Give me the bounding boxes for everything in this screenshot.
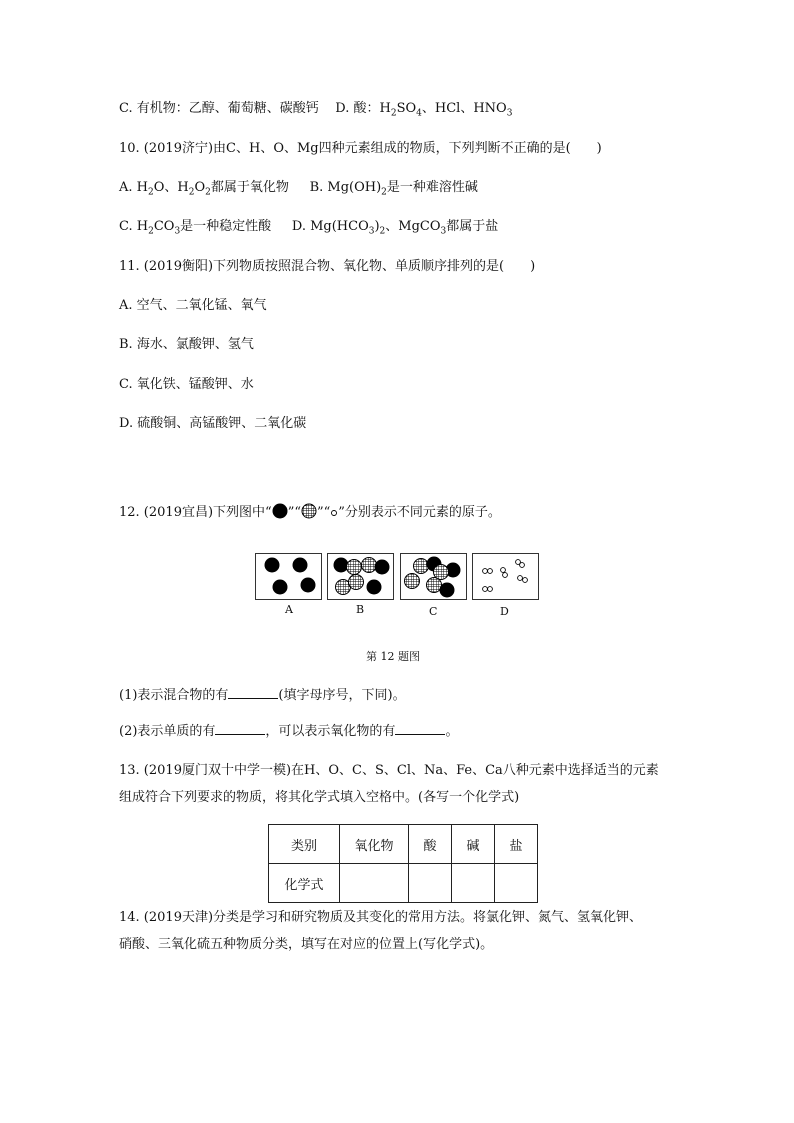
q11-option-b: B. 海水、氯酸钾、氢气 — [119, 337, 254, 352]
q9-options-line — [119, 101, 512, 117]
q10-stem: 10. (2019济宁)由C、H、O、Mg四种元素组成的物质，下列判断不正确的是( ) — [119, 141, 602, 156]
figure-c-particles — [401, 554, 466, 599]
q12-part2: (2)表示单质的有 ，可以表示氧化物的有 。 — [119, 724, 459, 739]
table-header-row — [269, 825, 538, 864]
q11-option-d: D. 硫酸铜、高锰酸钾、二氧化碳 — [119, 416, 307, 431]
q12-part2-blank-element[interactable] — [215, 723, 265, 735]
hatched-atom-icon — [301, 503, 317, 519]
q10-option-c: C. $H_2CO_3$是一种稳定性酸 — [119, 219, 272, 237]
q12-part2-blank-oxide[interactable] — [395, 723, 445, 735]
figure-d-particles — [473, 554, 538, 599]
q13-stem-line1: 13. (2019厦门双十中学一模)在H、O、C、S、Cl、Na、Fe、Ca八种元素中选择适当的元素 — [119, 763, 659, 778]
table-header-acid: 酸 — [409, 825, 452, 864]
acid-answer-cell[interactable] — [409, 864, 452, 903]
black-atom-icon — [272, 503, 288, 519]
q10-options-cd — [119, 219, 498, 235]
figure-label-c: C — [429, 605, 438, 618]
table-header-oxide: 氧化物 — [340, 825, 409, 864]
q13-stem-line2: 组成符合下列要求的物质，将其化学式填入空格中。(各写一个化学式) — [119, 790, 520, 805]
oxide-answer-cell[interactable] — [340, 864, 409, 903]
figure-label-d: D — [500, 605, 509, 618]
salt-answer-cell[interactable] — [495, 864, 538, 903]
table-row-label: 化学式 — [269, 864, 340, 903]
figure-label-a: A — [285, 603, 293, 616]
base-answer-cell[interactable] — [452, 864, 495, 903]
figure-a-particles — [256, 554, 321, 599]
figure-a-box — [255, 553, 322, 600]
q14-stem-line2: 硝酸、三氧化硫五种物质分类，填写在对应的位置上(写化学式)。 — [119, 937, 494, 952]
q14-stem-line1: 14. (2019天津)分类是学习和研究物质及其变化的常用方法。将氯化钾、氮气、氢氧化钾、 — [119, 910, 643, 925]
q10-options-ab — [119, 180, 478, 196]
figure-c-box — [400, 553, 467, 600]
table-row — [269, 864, 538, 903]
q11-stem: 11. (2019衡阳)下列物质按照混合物、氧化物、单质顺序排列的是( ) — [119, 259, 536, 274]
chemical-formula-table — [268, 824, 538, 903]
q11-option-a: A. 空气、二氧化锰、氧气 — [119, 298, 267, 313]
q10-option-d: D. $Mg(HCO_3)_2$、MgCO$_3$都属于盐 — [291, 219, 499, 237]
q12-stem: 12. (2019宜昌)下列图中“ ”“ ”“ ”分别表示不同元素的原子。 — [119, 505, 501, 520]
figure-d-box — [472, 553, 539, 600]
figure-b-particles — [328, 554, 393, 599]
q9-option-c: C. 有机物：乙醇、葡萄糖、碳酸钙 — [119, 101, 319, 116]
figure-caption: 第 12 题图 — [366, 650, 420, 663]
table-header-salt: 盐 — [495, 825, 538, 864]
q12-part1-blank[interactable] — [228, 687, 278, 699]
q12-part1: (1)表示混合物的有 (填字母序号，下同)。 — [119, 688, 406, 703]
table-header-base: 碱 — [452, 825, 495, 864]
table-header-category: 类别 — [269, 825, 340, 864]
q10-option-a: A. $H_2O$、$H_2O_2$都属于氧化物 — [119, 180, 289, 198]
figure-b-box — [327, 553, 394, 600]
q10-option-b: B. $Mg(OH)_2$是一种难溶性碱 — [309, 180, 478, 198]
q9-option-d: D. 酸：$H_2SO_4$、HCl、$HNO_3$ — [335, 101, 513, 119]
figure-label-b: B — [356, 603, 365, 616]
q11-option-c: C. 氧化铁、锰酸钾、水 — [119, 377, 254, 392]
